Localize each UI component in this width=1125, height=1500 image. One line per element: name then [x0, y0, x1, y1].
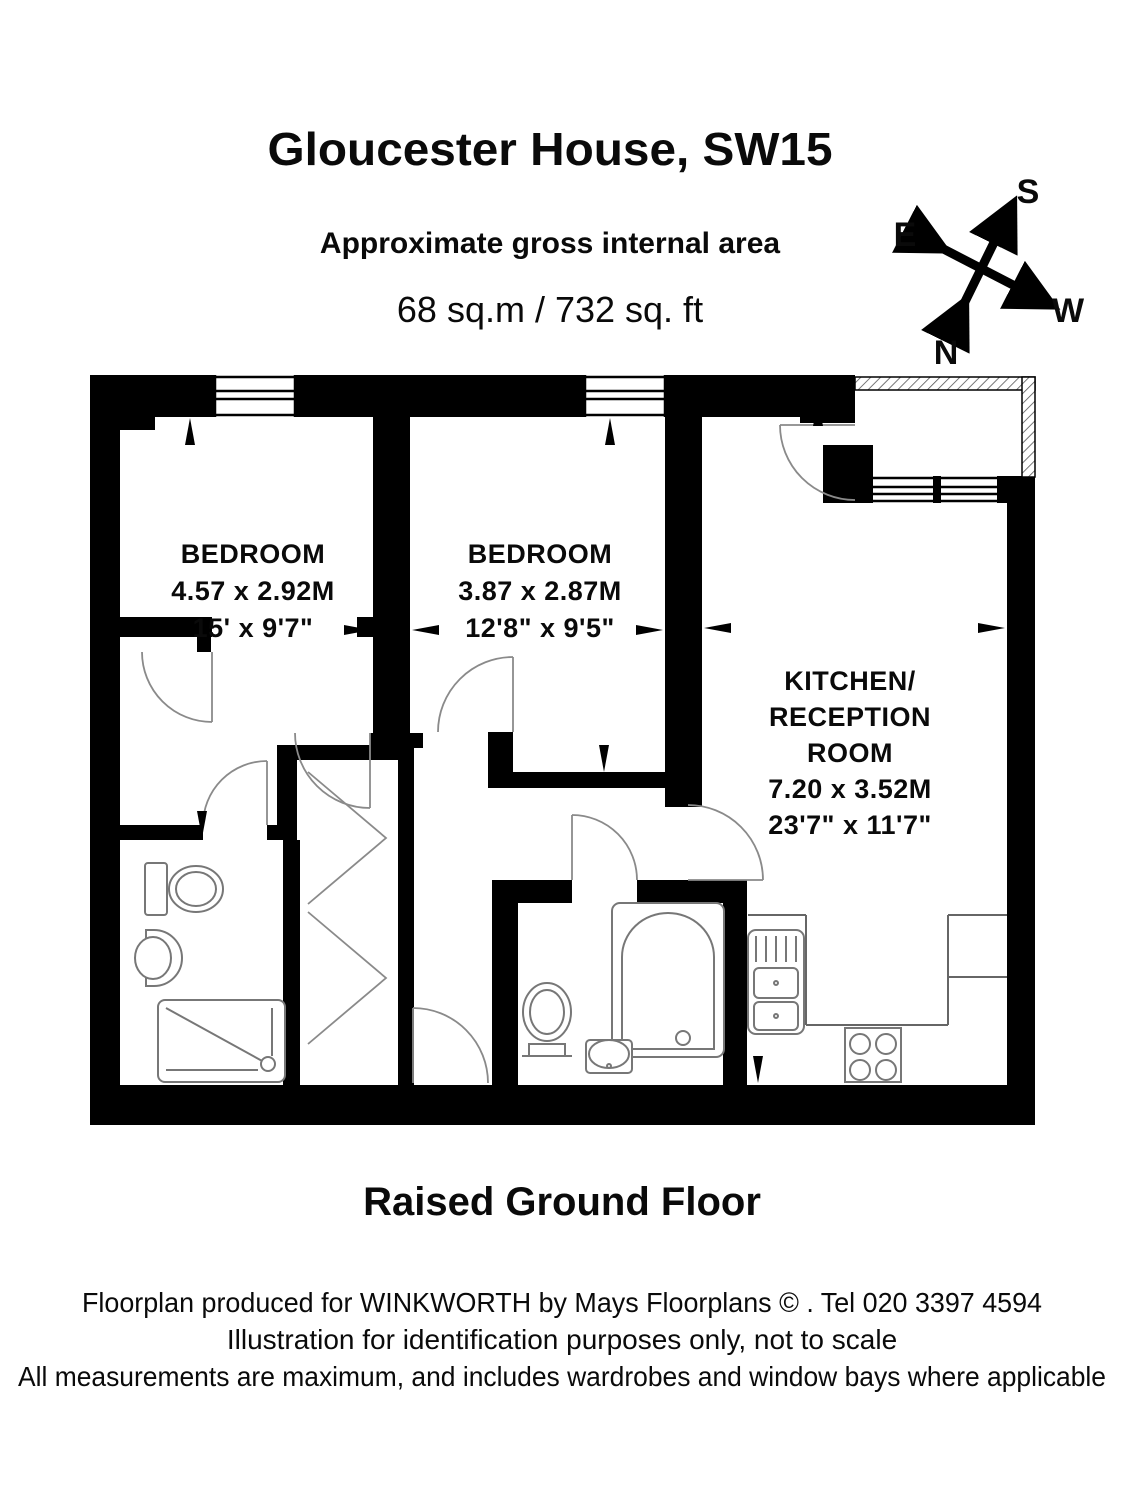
door-arc-kitchen [688, 805, 763, 880]
compass-east-label: E [893, 216, 917, 254]
room-metric: 4.57 x 2.92M [171, 576, 335, 606]
page-subtitle: Approximate gross internal area [319, 227, 781, 260]
compass-north-label: N [933, 334, 959, 372]
room-label-kitchen [768, 666, 932, 840]
floor-label: Raised Ground Floor [363, 1180, 761, 1224]
door-arc-bathroom2 [572, 815, 637, 880]
door-arc-bedroom2 [438, 657, 513, 732]
footer-credit: Floorplan produced for WINKWORTH by Mays Floorplans © . Tel 020 3397 4594 [82, 1287, 1042, 1318]
room-name: ROOM [807, 738, 893, 768]
room-name: RECEPTION [768, 702, 932, 732]
area-value: 68 sq.m / 732 sq. ft [396, 289, 704, 330]
room-name: BEDROOM [180, 539, 326, 569]
basin-icon [135, 930, 182, 986]
footer-disclaimer: Illustration for identification purposes only, not to scale [226, 1324, 898, 1355]
door-arc-bedroom1 [295, 733, 370, 808]
toilet-icon [522, 983, 572, 1056]
window-icon [585, 375, 665, 417]
toilet-icon [145, 863, 223, 915]
room-imperial: 23'7" x 11'7" [768, 810, 932, 840]
compass-icon [894, 173, 1085, 372]
room-name: KITCHEN/ [784, 666, 916, 696]
room-metric: 7.20 x 3.52M [768, 774, 932, 804]
footer-measurements-note: All measurements are maximum, and includes wardrobes and window bays where applicable [18, 1361, 1106, 1392]
shower-icon [158, 1000, 285, 1082]
hob-icon [845, 1028, 901, 1082]
room-imperial: 12'8" x 9'5" [465, 613, 615, 643]
compass-south-label: S [1016, 173, 1040, 211]
room-label-bedroom1 [171, 539, 335, 643]
basin-icon [586, 1040, 632, 1073]
bay-hatch [855, 377, 1035, 477]
room-label-bedroom2 [458, 539, 622, 643]
door-arc-closet1 [142, 652, 212, 722]
compass-west-label: W [1051, 292, 1085, 330]
page-title: Gloucester House, SW15 [267, 123, 833, 175]
room-imperial: 15' x 9'7" [192, 613, 314, 643]
footer [18, 1180, 1106, 1392]
door-arc-hallway [413, 1008, 488, 1083]
bifold-closet-doors [308, 772, 386, 1044]
room-metric: 3.87 x 2.87M [458, 576, 622, 606]
door-arc-bathroom1 [203, 761, 267, 825]
room-name: BEDROOM [467, 539, 613, 569]
bathtub-icon [612, 903, 724, 1057]
window-icon [215, 375, 295, 417]
header [268, 123, 833, 330]
kitchen-sink-icon [748, 930, 804, 1034]
